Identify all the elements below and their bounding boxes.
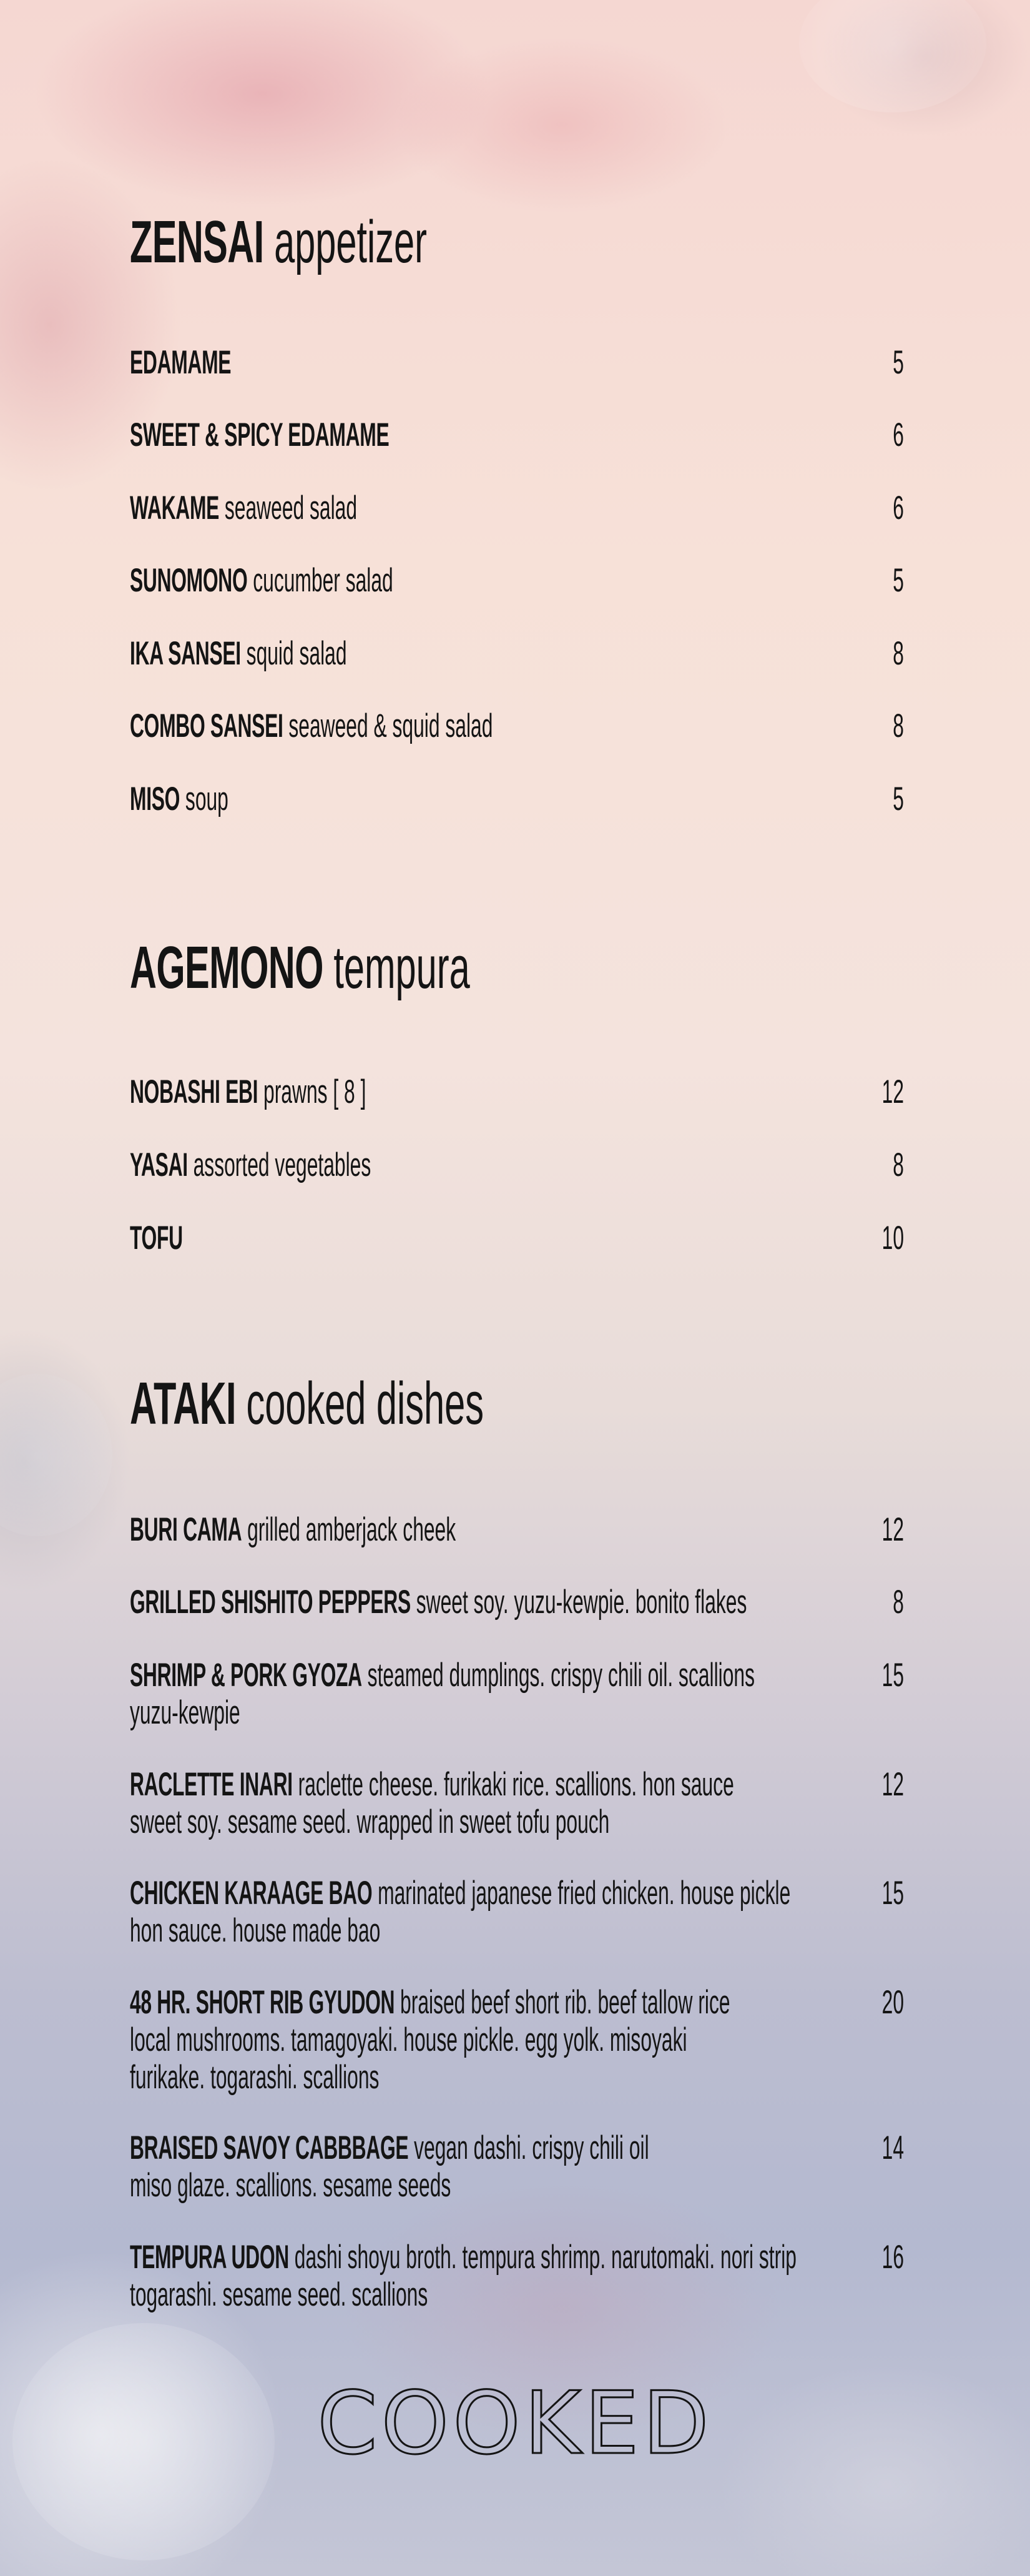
item-desc-line2: local mushrooms. tamagoyaki. house pickle. egg yolk. misoyaki [130,2021,687,2058]
item-desc: raclette cheese. furikaki rice. scallions. hon sauce [298,1766,734,1803]
menu-item [130,1584,904,1621]
item-price: 12 [881,1073,904,1110]
item-name: YASAI [130,1147,188,1183]
item-price: 5 [893,781,904,817]
item-price: 15 [881,1875,904,1912]
item-desc: braised beef short rib. beef tallow rice [400,1984,730,2021]
menu-item [130,1657,904,1732]
item-desc: steamed dumplings. crispy chili oil. scallions [367,1657,755,1694]
item-desc-line2: yuzu-kewpie [130,1694,240,1731]
decorative-flower [799,0,986,112]
menu-item [130,417,904,454]
item-name: EDAMAME [130,344,232,381]
item-price: 12 [881,1766,904,1803]
item-desc: grilled amberjack cheek [247,1511,456,1548]
item-desc: cucumber salad [253,562,393,599]
item-price: 8 [893,708,904,744]
item-name: TOFU [130,1220,183,1256]
menu-item [130,708,904,745]
item-desc: assorted vegetables [193,1147,371,1183]
item-price: 8 [893,1584,904,1621]
item-desc: dashi shoyu broth. tempura shrimp. narutomaki. nori strip [294,2239,797,2276]
item-desc: marinated japanese fried chicken. house pickle [378,1875,791,1912]
item-price: 6 [893,417,904,453]
section-title: ATAKI cooked dishes [130,1370,484,1437]
menu-item [130,1984,904,2096]
section-title: ZENSAI appetizer [130,209,427,275]
menu-item [130,781,904,818]
item-desc-line3: furikake. togarashi. scallions [130,2059,380,2096]
section-title: AGEMONO tempura [130,934,470,1001]
brand-logo: COOKED [317,2373,713,2474]
menu-item [130,490,904,527]
menu-item [130,1147,904,1184]
menu-item [130,1766,904,1841]
item-desc-line2: togarashi. sesame seed. scallions [130,2276,428,2313]
item-price: 20 [881,1984,904,2021]
item-name: 48 HR. SHORT RIB GYUDON [130,1984,395,2021]
item-desc-line2: hon sauce. house made bao [130,1912,381,1949]
item-price: 8 [893,1147,904,1183]
item-name: BURI CAMA [130,1511,242,1548]
menu-item [130,2129,904,2204]
item-name: BRAISED SAVOY CABBBAGE [130,2129,409,2166]
item-name: CHICKEN KARAAGE BAO [130,1875,373,1912]
item-price: 5 [893,562,904,599]
item-price: 14 [881,2129,904,2166]
section-ataki [130,1370,904,1437]
item-price: 15 [881,1657,904,1694]
menu-item [130,1220,904,1257]
menu-item [130,2239,904,2314]
item-name: SHRIMP & PORK GYOZA [130,1657,362,1694]
item-name: COMBO SANSEI [130,708,283,744]
menu-item [130,1511,904,1549]
item-desc: soup [185,781,228,817]
item-name: MISO [130,781,180,817]
section-agemono [130,934,904,1001]
item-name: WAKAME [130,490,220,526]
item-desc: sweet soy. yuzu-kewpie. bonito flakes [416,1584,747,1621]
item-desc: squid salad [246,635,347,672]
menu-item [130,1875,904,1950]
item-desc: prawns [ 8 ] [263,1073,366,1110]
item-price: 8 [893,635,904,672]
item-desc: vegan dashi. crispy chili oil [414,2129,649,2166]
item-name: SUNOMONO [130,562,248,599]
item-price: 5 [893,344,904,381]
item-desc-line2: miso glaze. scallions. sesame seeds [130,2167,451,2204]
item-name: RACLETTE INARI [130,1766,293,1803]
item-name: GRILLED SHISHITO PEPPERS [130,1584,411,1621]
menu-item [130,1073,904,1111]
item-desc: seaweed & squid salad [288,708,493,744]
decorative-flower [0,1374,112,1536]
item-name: SWEET & SPICY EDAMAME [130,417,390,453]
item-price: 10 [881,1220,904,1256]
item-desc: seaweed salad [224,490,358,526]
item-price: 12 [881,1511,904,1548]
section-zensai [130,209,904,275]
item-desc-line2: sweet soy. sesame seed. wrapped in sweet tofu pouch [130,1804,610,1840]
item-price: 6 [893,490,904,526]
menu-item [130,635,904,673]
item-name: TEMPURA UDON [130,2239,289,2276]
item-price: 16 [881,2239,904,2276]
menu-item [130,562,904,600]
menu-item [130,344,904,382]
item-name: IKA SANSEI [130,635,241,672]
item-name: NOBASHI EBI [130,1073,258,1110]
